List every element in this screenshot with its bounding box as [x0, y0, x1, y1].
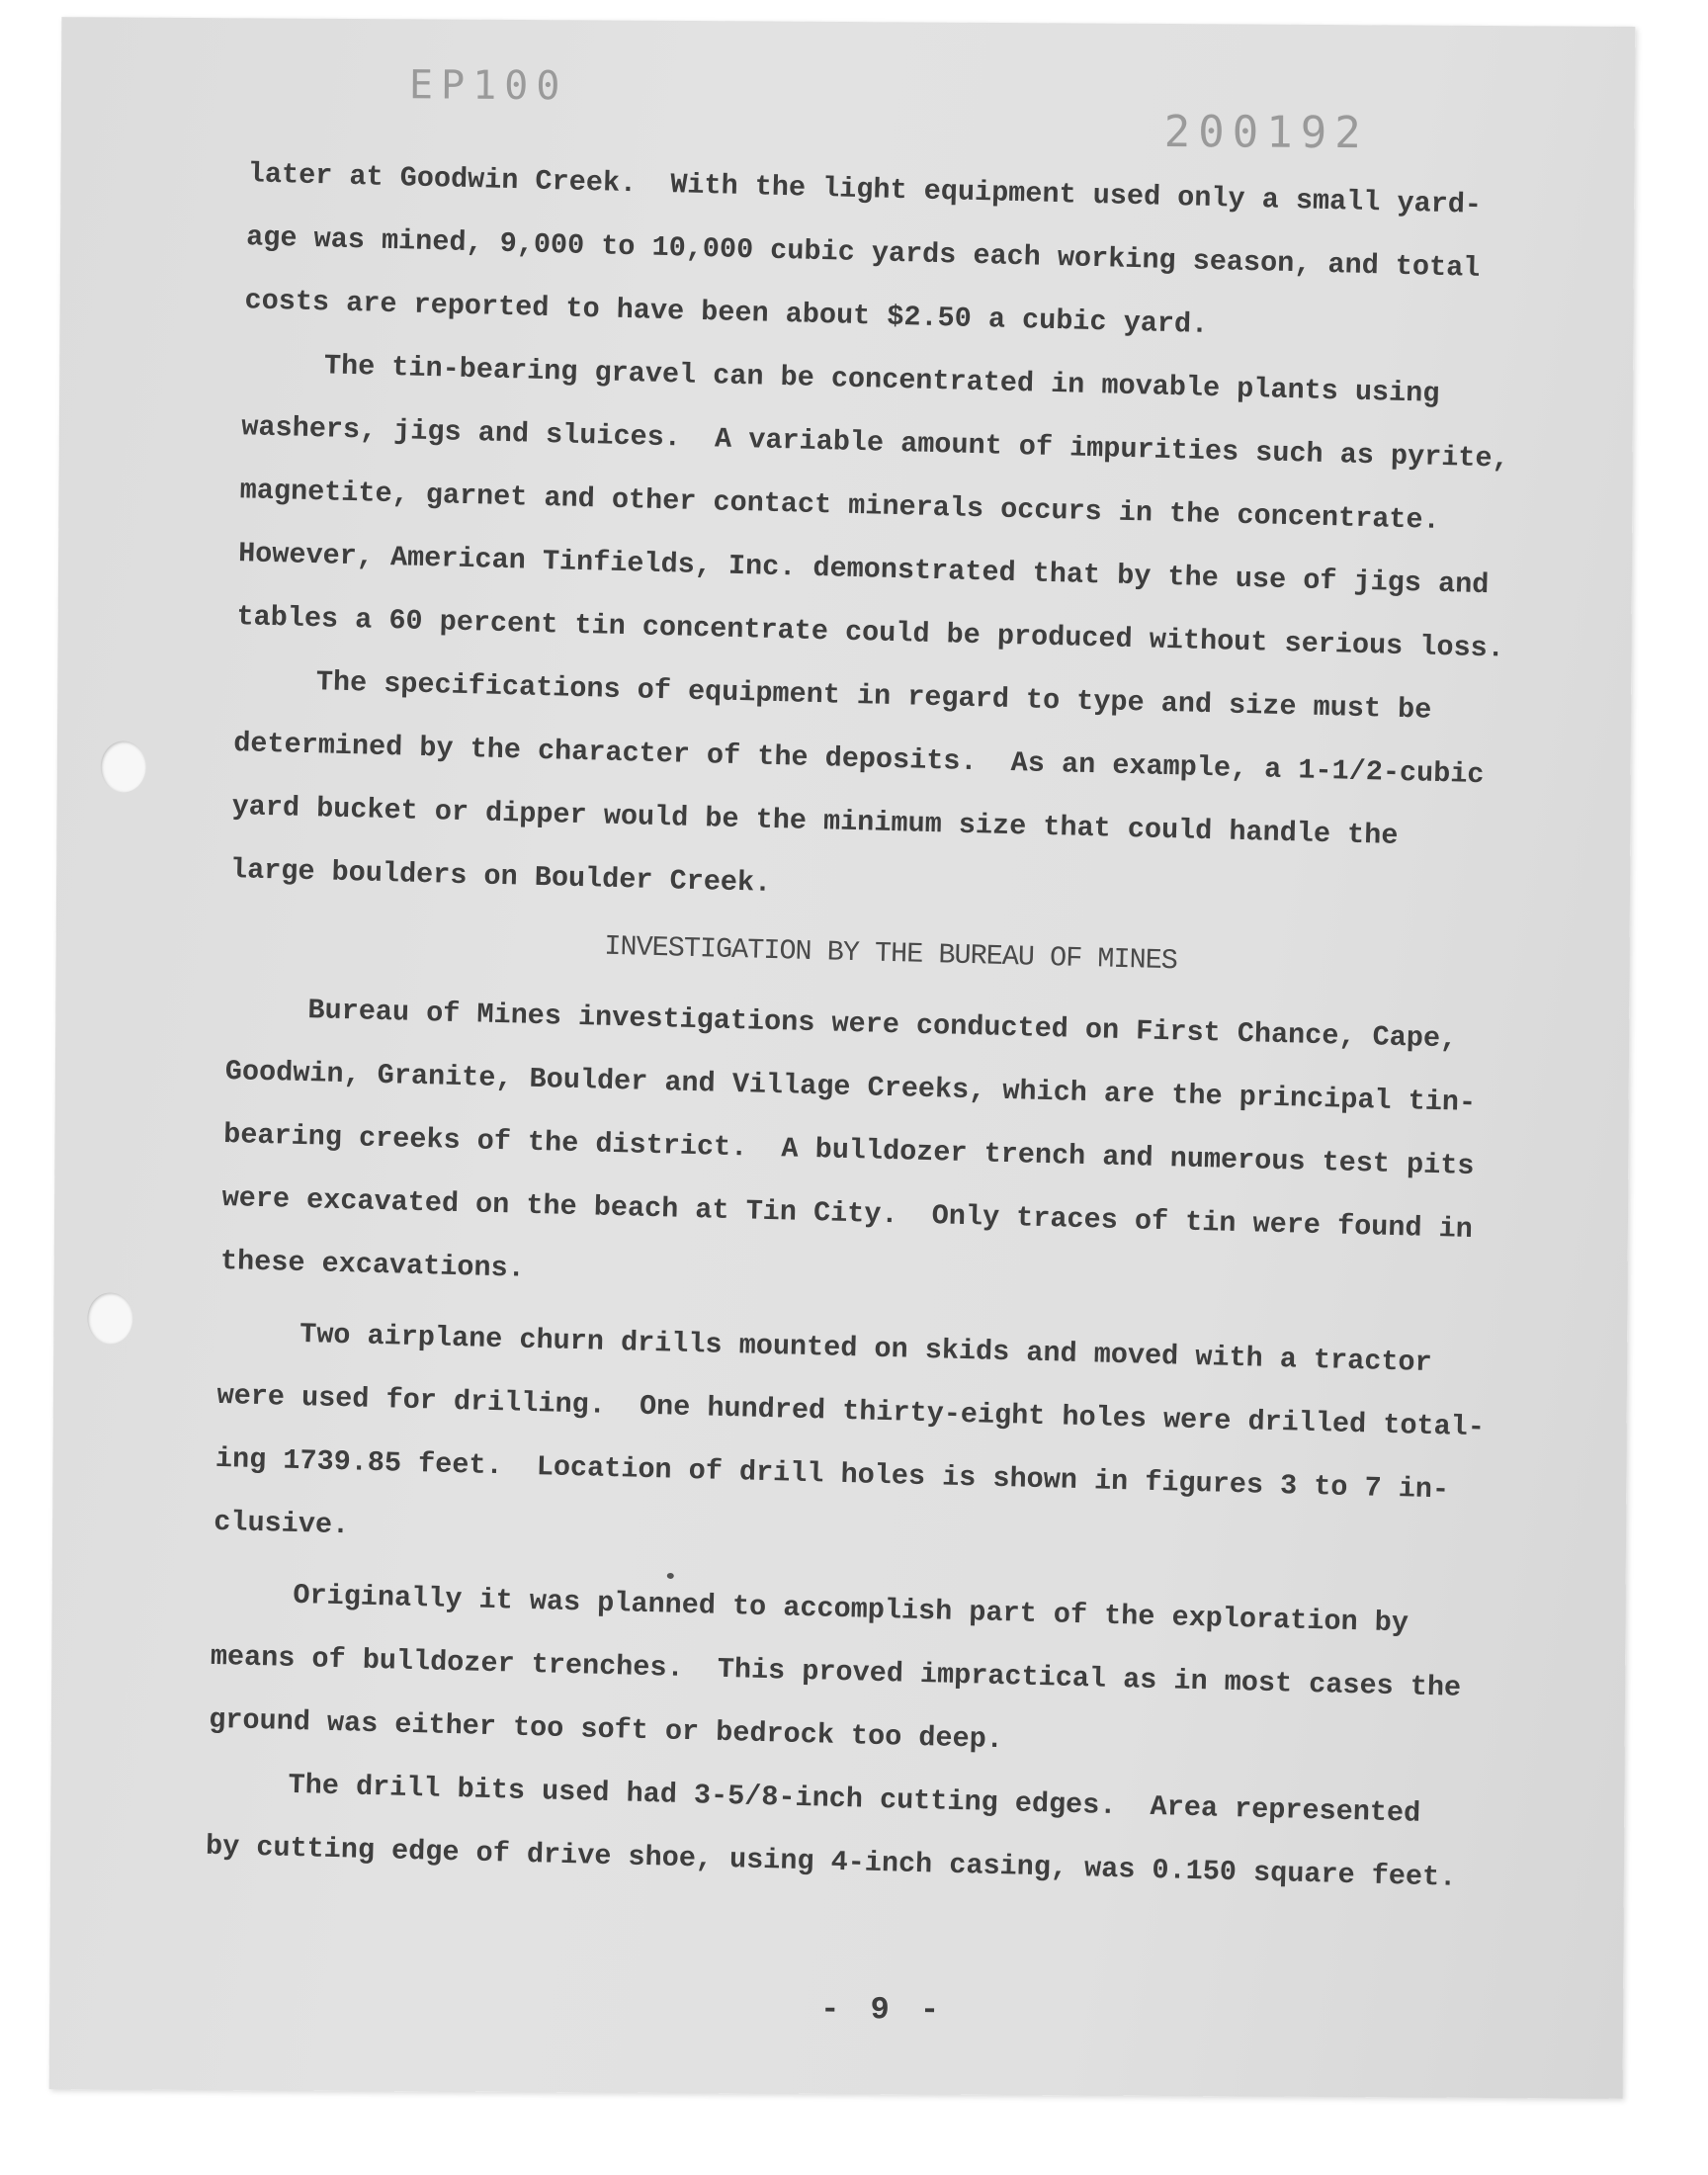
text-line: The tin-bearing gravel can be concentrated in movable plants using — [323, 349, 1440, 410]
stamp-top-right: 200192 — [1163, 106, 1369, 159]
text-line: clusive. — [213, 1505, 350, 1542]
text-line: yard bucket or dipper would be the minimum size that could handle the — [231, 790, 1399, 852]
text-line: were excavated on the beach at Tin City. Only traces of tin were found in — [221, 1180, 1474, 1246]
body-text — [205, 142, 1573, 1911]
ink-speck — [667, 1573, 674, 1579]
text-line: The drill bits used had 3-5/8-inch cutting edges. Area represented — [288, 1768, 1421, 1830]
text-line: However, American Tinfields, Inc. demonstrated that by the use of jigs and — [237, 537, 1490, 602]
text-line: ground was either too soft or bedrock too deep. — [208, 1702, 1004, 1757]
text-line: The specifications of equipment in regard to type and size must be — [315, 665, 1432, 727]
text-line: later at Goodwin Creek. With the light equipment used only a small yard- — [247, 157, 1483, 221]
text-line: magnetite, garnet and other contact minerals occurs in the concentrate. — [239, 474, 1441, 537]
text-line: Originally it was planned to accomplish part of the exploration by — [293, 1578, 1409, 1640]
text-line: large boulders on Boulder Creek. — [229, 853, 772, 900]
text-line: Goodwin, Granite, Boulder and Village Creeks, which are the principal tin- — [224, 1055, 1477, 1120]
text-line: these excavations. — [219, 1244, 526, 1285]
text-line: determined by the character of the deposits. As an example, a 1-1/2-cubic — [232, 727, 1485, 792]
text-line: Bureau of Mines investigations were conducted on First Chance, Cape, — [307, 994, 1458, 1056]
text-line: tables a 60 percent tin concentrate could be produced without serious loss. — [236, 600, 1505, 665]
punch-hole-upper — [101, 740, 146, 792]
text-line: were used for drilling. One hundred thirty-eight holes were drilled total- — [216, 1378, 1486, 1444]
text-line: by cutting edge of drive shoe, using 4-inch casing, was 0.150 square feet. — [205, 1829, 1457, 1894]
document-page — [49, 17, 1636, 2099]
punch-hole-lower — [87, 1292, 132, 1344]
page-number: - 9 - — [820, 1990, 946, 2029]
text-line: Two airplane churn drills mounted on skids and moved with a tractor — [299, 1318, 1433, 1379]
text-line: bearing creeks of the district. A bulldozer trench and numerous test pits — [222, 1117, 1475, 1183]
text-line: washers, jigs and sluices. A variable amount of impurities such as pyrite, — [240, 410, 1510, 476]
stamp-top-left: EP100 — [408, 62, 568, 110]
text-line: costs are reported to have been about $2.50 a cubic yard. — [244, 284, 1209, 341]
text-line: means of bulldozer trenches. This proved impractical as in most cases the — [210, 1639, 1462, 1704]
text-line: age was mined, 9,000 to 10,000 cubic yards each working season, and total — [245, 220, 1481, 285]
text-line: ing 1739.85 feet. Location of drill holes is shown in figures 3 to 7 in- — [214, 1441, 1450, 1507]
section-heading: INVESTIGATION BY THE BUREAU OF MINES — [603, 929, 1178, 978]
